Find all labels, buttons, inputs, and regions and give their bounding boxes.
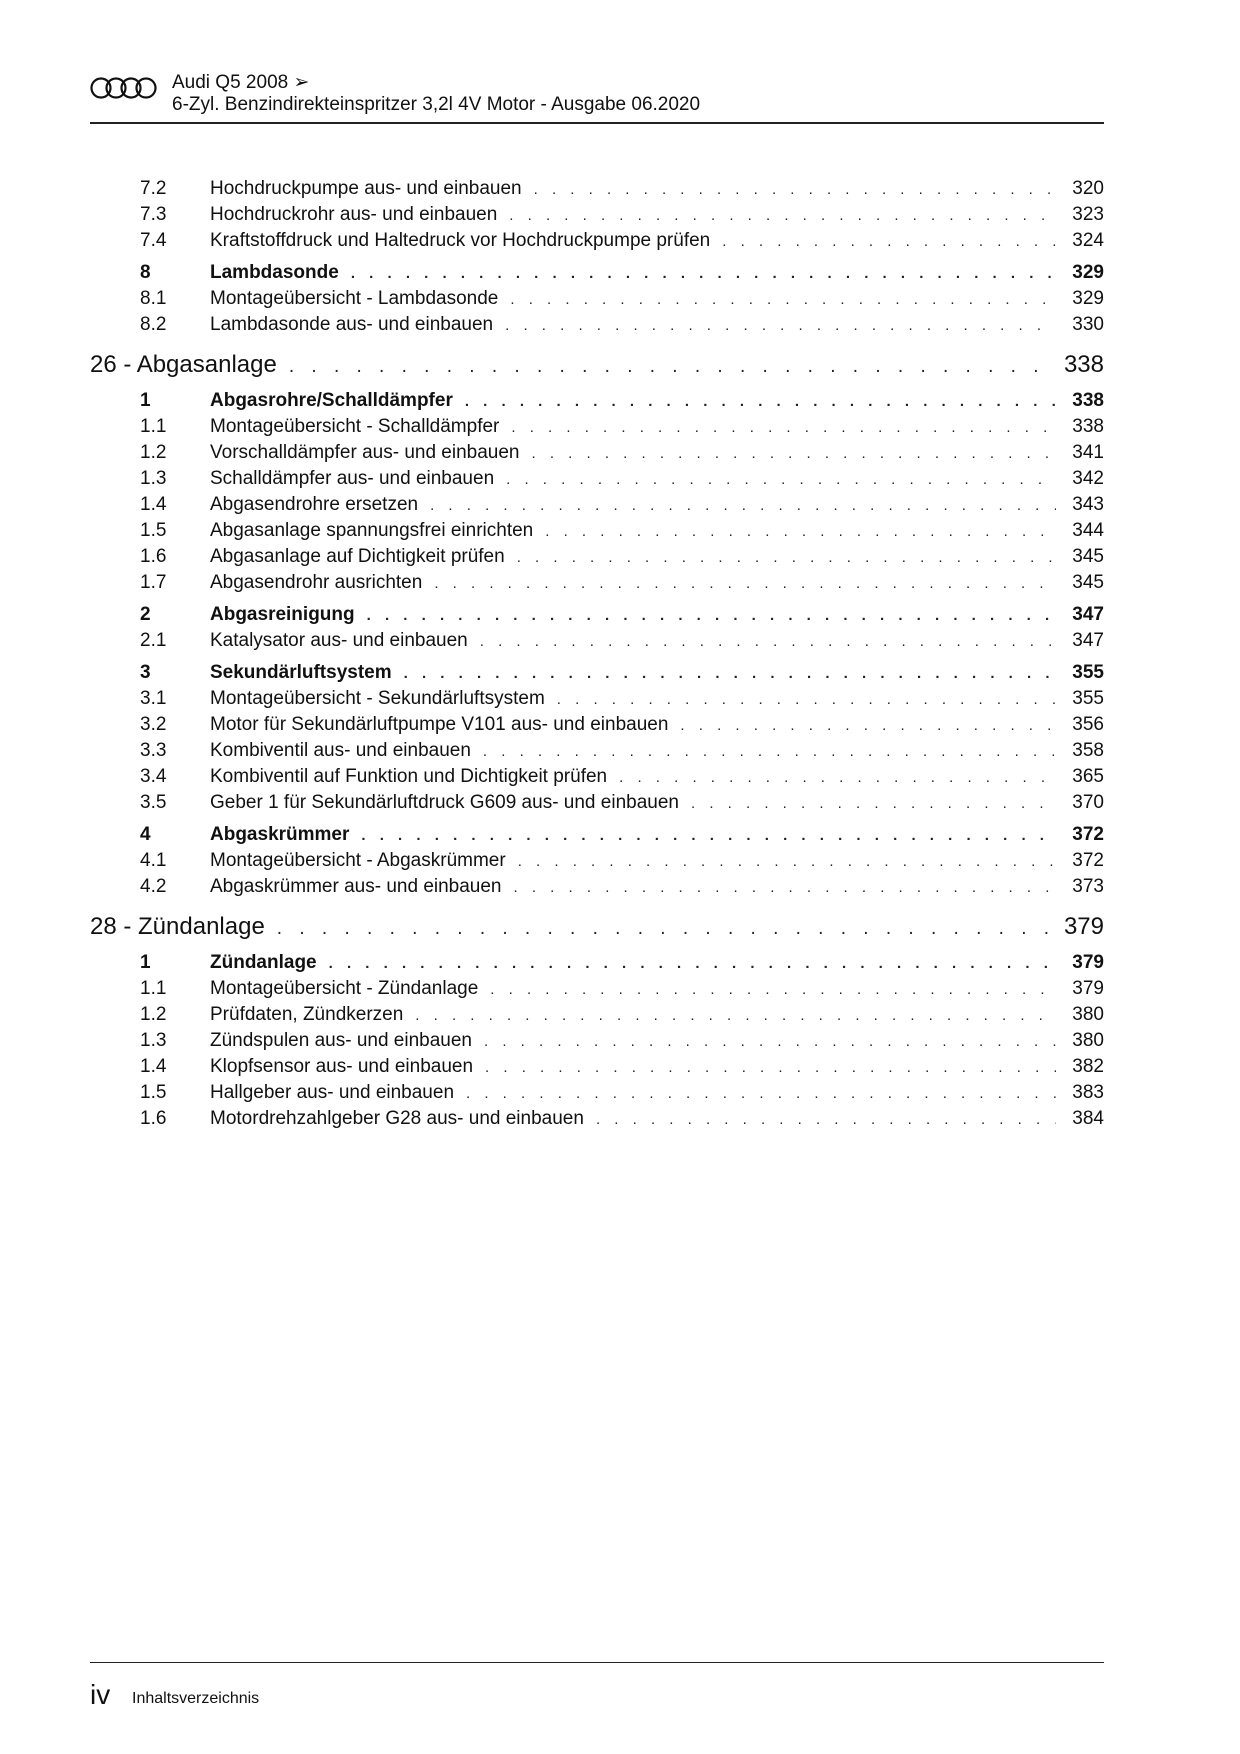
toc-entry-page: 329: [1072, 288, 1104, 309]
toc-entry-number: 1: [140, 952, 151, 973]
toc-entry-title: Vorschalldämpfer aus- und einbauen: [210, 442, 520, 463]
toc-entry-title: Montageübersicht - Sekundärluftsystem: [210, 688, 545, 709]
toc-dot-leader: [722, 229, 1056, 255]
toc-entry-row[interactable]: [90, 440, 1104, 466]
toc-entry-number: 3.1: [140, 688, 167, 709]
toc-dot-leader: [511, 415, 1056, 441]
toc-dot-leader: [351, 261, 1056, 287]
toc-entry-number: 3.4: [140, 766, 167, 787]
toc-entry-page: 355: [1072, 688, 1104, 709]
toc-entry-page: 382: [1072, 1056, 1104, 1077]
toc-entry-row[interactable]: [90, 660, 1104, 686]
toc-entry-number: 7.4: [140, 230, 167, 251]
toc-entry-title: Kraftstoffdruck und Haltedruck vor Hochdruckpumpe prüfen: [210, 230, 711, 251]
toc-entry-number: 7.3: [140, 204, 167, 225]
toc-entry-title: Zündanlage: [210, 952, 317, 973]
toc-entry-number: 3.3: [140, 740, 167, 761]
toc-entry-row[interactable]: [90, 628, 1104, 654]
toc-entry-row[interactable]: [90, 492, 1104, 518]
toc-entry-number: 1.2: [140, 442, 167, 463]
toc-entry-row[interactable]: [90, 822, 1104, 848]
toc-entry-page: 370: [1072, 792, 1104, 813]
toc-entry-page: 383: [1072, 1082, 1104, 1103]
toc-entry-number: 4.2: [140, 876, 167, 897]
toc-entry-page: 355: [1072, 662, 1104, 683]
toc-entry-number: 4.1: [140, 850, 167, 871]
toc-dot-leader: [367, 603, 1056, 629]
toc-entry-page: 347: [1072, 630, 1104, 651]
toc-entry-row[interactable]: [90, 848, 1104, 874]
toc-dot-leader: [619, 765, 1056, 791]
toc-entry-page: 358: [1072, 740, 1104, 761]
toc-entry-title: Lambdasonde: [210, 262, 339, 283]
toc-entry-row[interactable]: [90, 874, 1104, 900]
toc-entry-page: 345: [1072, 546, 1104, 567]
toc-entry-title: Lambdasonde aus- und einbauen: [210, 314, 494, 335]
toc-dot-leader: [557, 687, 1056, 713]
toc-entry-number: 3.5: [140, 792, 167, 813]
toc-dot-leader: [505, 313, 1056, 339]
toc-entry-page: 380: [1072, 1030, 1104, 1051]
toc-entry-page: 323: [1072, 204, 1104, 225]
toc-entry-number: 1.6: [140, 1108, 167, 1129]
toc-dot-leader: [466, 1081, 1056, 1107]
toc-entry-title: Abgasrohre/Schalldämpfer: [210, 390, 453, 411]
toc-entry-page: 379: [1072, 978, 1104, 999]
toc-dot-leader: [480, 629, 1056, 655]
toc-entry-number: 7.2: [140, 178, 167, 199]
toc-entry-number: 1.4: [140, 1056, 167, 1077]
toc-dot-leader: [691, 791, 1056, 817]
toc-entry-title: Motordrehzahlgeber G28 aus- und einbauen: [210, 1108, 584, 1129]
toc-entry-number: 1.1: [140, 416, 167, 437]
toc-dot-leader: [545, 519, 1056, 545]
toc-entry-row[interactable]: [90, 1028, 1104, 1054]
toc-entry-number: 1.5: [140, 1082, 167, 1103]
toc-entry-title: Abgasendrohr ausrichten: [210, 572, 423, 593]
toc-entry-page: 344: [1072, 520, 1104, 541]
toc-entry-title: Klopfsensor aus- und einbauen: [210, 1056, 474, 1077]
toc-dot-leader: [506, 467, 1056, 493]
toc-entry-row[interactable]: [90, 950, 1104, 976]
toc-entry-row[interactable]: [90, 228, 1104, 254]
toc-entry-number: 1.7: [140, 572, 167, 593]
toc-entry-number: 1.1: [140, 978, 167, 999]
header-divider: [90, 122, 1104, 124]
toc-entry-title: Montageübersicht - Lambdasonde: [210, 288, 499, 309]
footer-divider: [90, 1662, 1104, 1663]
toc-dot-leader: [329, 951, 1056, 977]
toc-dot-leader: [510, 287, 1056, 313]
toc-entry-title: Zündspulen aus- und einbauen: [210, 1030, 472, 1051]
toc-entry-title: Abgaskrümmer aus- und einbauen: [210, 876, 502, 897]
toc-entry-page: 341: [1072, 442, 1104, 463]
toc-dot-leader: [289, 350, 1050, 384]
toc-entry-number: 1: [140, 390, 151, 411]
toc-dot-leader: [680, 713, 1056, 739]
toc-dot-leader: [518, 849, 1056, 875]
toc-entry-title: Kombiventil auf Funktion und Dichtigkeit prüfen: [210, 766, 608, 787]
toc-entry-title: Sekundärluftsystem: [210, 662, 392, 683]
toc-entry-row[interactable]: [90, 202, 1104, 228]
toc-dot-leader: [415, 1003, 1056, 1029]
toc-entry-title: 28 - Zündanlage: [90, 913, 265, 940]
toc-entry-number: 3: [140, 662, 151, 683]
toc-entry-number: 3.2: [140, 714, 167, 735]
toc-entry-number: 8: [140, 262, 151, 283]
toc-entry-number: 2: [140, 604, 151, 625]
toc-entry-page: 329: [1072, 262, 1104, 283]
toc-entry-row[interactable]: [90, 976, 1104, 1002]
toc-entry-number: 8.1: [140, 288, 167, 309]
header-subtitle: 6-Zyl. Benzindirekteinspritzer 3,2l 4V Motor - Ausgabe 06.2020: [172, 94, 701, 115]
toc-dot-leader: [514, 875, 1056, 901]
toc-entry-row[interactable]: [90, 388, 1104, 414]
toc-entry-page: 379: [1072, 952, 1104, 973]
toc-entry-title: Katalysator aus- und einbauen: [210, 630, 468, 651]
toc-entry-number: 1.3: [140, 1030, 167, 1051]
toc-dot-leader: [517, 545, 1056, 571]
toc-entry-page: 373: [1072, 876, 1104, 897]
toc-entry-title: 26 - Abgasanlage: [90, 351, 277, 378]
toc-dot-leader: [465, 389, 1056, 415]
toc-entry-page: 365: [1072, 766, 1104, 787]
toc-entry-number: 1.6: [140, 546, 167, 567]
toc-entry-row[interactable]: [90, 312, 1104, 338]
footer-section-label: Inhaltsverzeichnis: [132, 1690, 260, 1707]
toc-chapter-row[interactable]: [90, 910, 1104, 944]
four-rings-logo-icon: [90, 76, 160, 100]
toc-entry-row[interactable]: [90, 712, 1104, 738]
toc-entry-page: 343: [1072, 494, 1104, 515]
toc-dot-leader: [485, 1055, 1056, 1081]
toc-entry-title: Montageübersicht - Schalldämpfer: [210, 416, 500, 437]
toc-entry-page: 342: [1072, 468, 1104, 489]
toc-entry-title: Montageübersicht - Abgaskrümmer: [210, 850, 506, 871]
toc-entry-title: Montageübersicht - Zündanlage: [210, 978, 479, 999]
toc-entry-page: 338: [1063, 351, 1104, 378]
toc-entry-row[interactable]: [90, 414, 1104, 440]
table-of-contents: [90, 176, 1104, 1132]
toc-dot-leader: [434, 571, 1056, 597]
toc-entry-page: 338: [1072, 390, 1104, 411]
toc-entry-title: Abgaskrümmer: [210, 824, 350, 845]
toc-entry-title: Abgasreinigung: [210, 604, 355, 625]
toc-entry-row[interactable]: [90, 1106, 1104, 1132]
toc-dot-leader: [277, 912, 1050, 946]
toc-entry-page: 372: [1072, 824, 1104, 845]
toc-entry-number: 1.4: [140, 494, 167, 515]
toc-entry-title: Hochdruckrohr aus- und einbauen: [210, 204, 498, 225]
toc-entry-number: 4: [140, 824, 151, 845]
toc-entry-number: 1.2: [140, 1004, 167, 1025]
toc-dot-leader: [509, 203, 1056, 229]
toc-entry-title: Hallgeber aus- und einbauen: [210, 1082, 455, 1103]
toc-entry-row[interactable]: [90, 466, 1104, 492]
toc-entry-title: Motor für Sekundärluftpumpe V101 aus- und einbauen: [210, 714, 669, 735]
toc-entry-number: 1.3: [140, 468, 167, 489]
toc-entry-row[interactable]: [90, 1054, 1104, 1080]
footer-page-number: iv: [90, 1679, 111, 1710]
toc-entry-title: Kombiventil aus- und einbauen: [210, 740, 471, 761]
toc-entry-row[interactable]: [90, 686, 1104, 712]
header-model: Audi Q5 2008 ➢: [172, 72, 310, 93]
toc-entry-page: 324: [1072, 230, 1104, 251]
toc-entry-title: Prüfdaten, Zündkerzen: [210, 1004, 404, 1025]
toc-entry-title: Abgasendrohre ersetzen: [210, 494, 419, 515]
toc-entry-number: 1.5: [140, 520, 167, 541]
toc-entry-page: 384: [1072, 1108, 1104, 1129]
toc-entry-page: 338: [1072, 416, 1104, 437]
toc-entry-title: Schalldämpfer aus- und einbauen: [210, 468, 495, 489]
toc-entry-row[interactable]: [90, 286, 1104, 312]
toc-entry-page: 330: [1072, 314, 1104, 335]
toc-entry-page: 372: [1072, 850, 1104, 871]
toc-dot-leader: [484, 1029, 1056, 1055]
toc-entry-title: Geber 1 für Sekundärluftdruck G609 aus- und einbauen: [210, 792, 679, 813]
toc-dot-leader: [404, 661, 1056, 687]
toc-entry-row[interactable]: [90, 260, 1104, 286]
toc-entry-row[interactable]: [90, 790, 1104, 816]
toc-entry-page: 345: [1072, 572, 1104, 593]
toc-dot-leader: [596, 1107, 1056, 1133]
toc-dot-leader: [430, 493, 1056, 519]
toc-entry-number: 8.2: [140, 314, 167, 335]
toc-dot-leader: [361, 823, 1056, 849]
toc-entry-row[interactable]: [90, 518, 1104, 544]
toc-entry-row[interactable]: [90, 602, 1104, 628]
toc-dot-leader: [483, 739, 1056, 765]
toc-entry-number: 2.1: [140, 630, 167, 651]
toc-entry-title: Hochdruckpumpe aus- und einbauen: [210, 178, 522, 199]
header-text: [172, 72, 700, 116]
toc-entry-row[interactable]: [90, 1002, 1104, 1028]
toc-entry-row[interactable]: [90, 544, 1104, 570]
toc-entry-title: Abgasanlage auf Dichtigkeit prüfen: [210, 546, 505, 567]
toc-entry-row[interactable]: [90, 1080, 1104, 1106]
toc-entry-title: Abgasanlage spannungsfrei einrichten: [210, 520, 534, 541]
toc-entry-page: 379: [1063, 913, 1104, 940]
toc-entry-row[interactable]: [90, 738, 1104, 764]
toc-entry-page: 380: [1072, 1004, 1104, 1025]
toc-dot-leader: [534, 177, 1056, 203]
toc-entry-row[interactable]: [90, 570, 1104, 596]
toc-entry-row[interactable]: [90, 176, 1104, 202]
toc-dot-leader: [531, 441, 1056, 467]
toc-entry-page: 320: [1072, 178, 1104, 199]
toc-dot-leader: [490, 977, 1056, 1003]
toc-entry-page: 356: [1072, 714, 1104, 735]
toc-chapter-row[interactable]: [90, 348, 1104, 382]
toc-entry-page: 347: [1072, 604, 1104, 625]
toc-entry-row[interactable]: [90, 764, 1104, 790]
